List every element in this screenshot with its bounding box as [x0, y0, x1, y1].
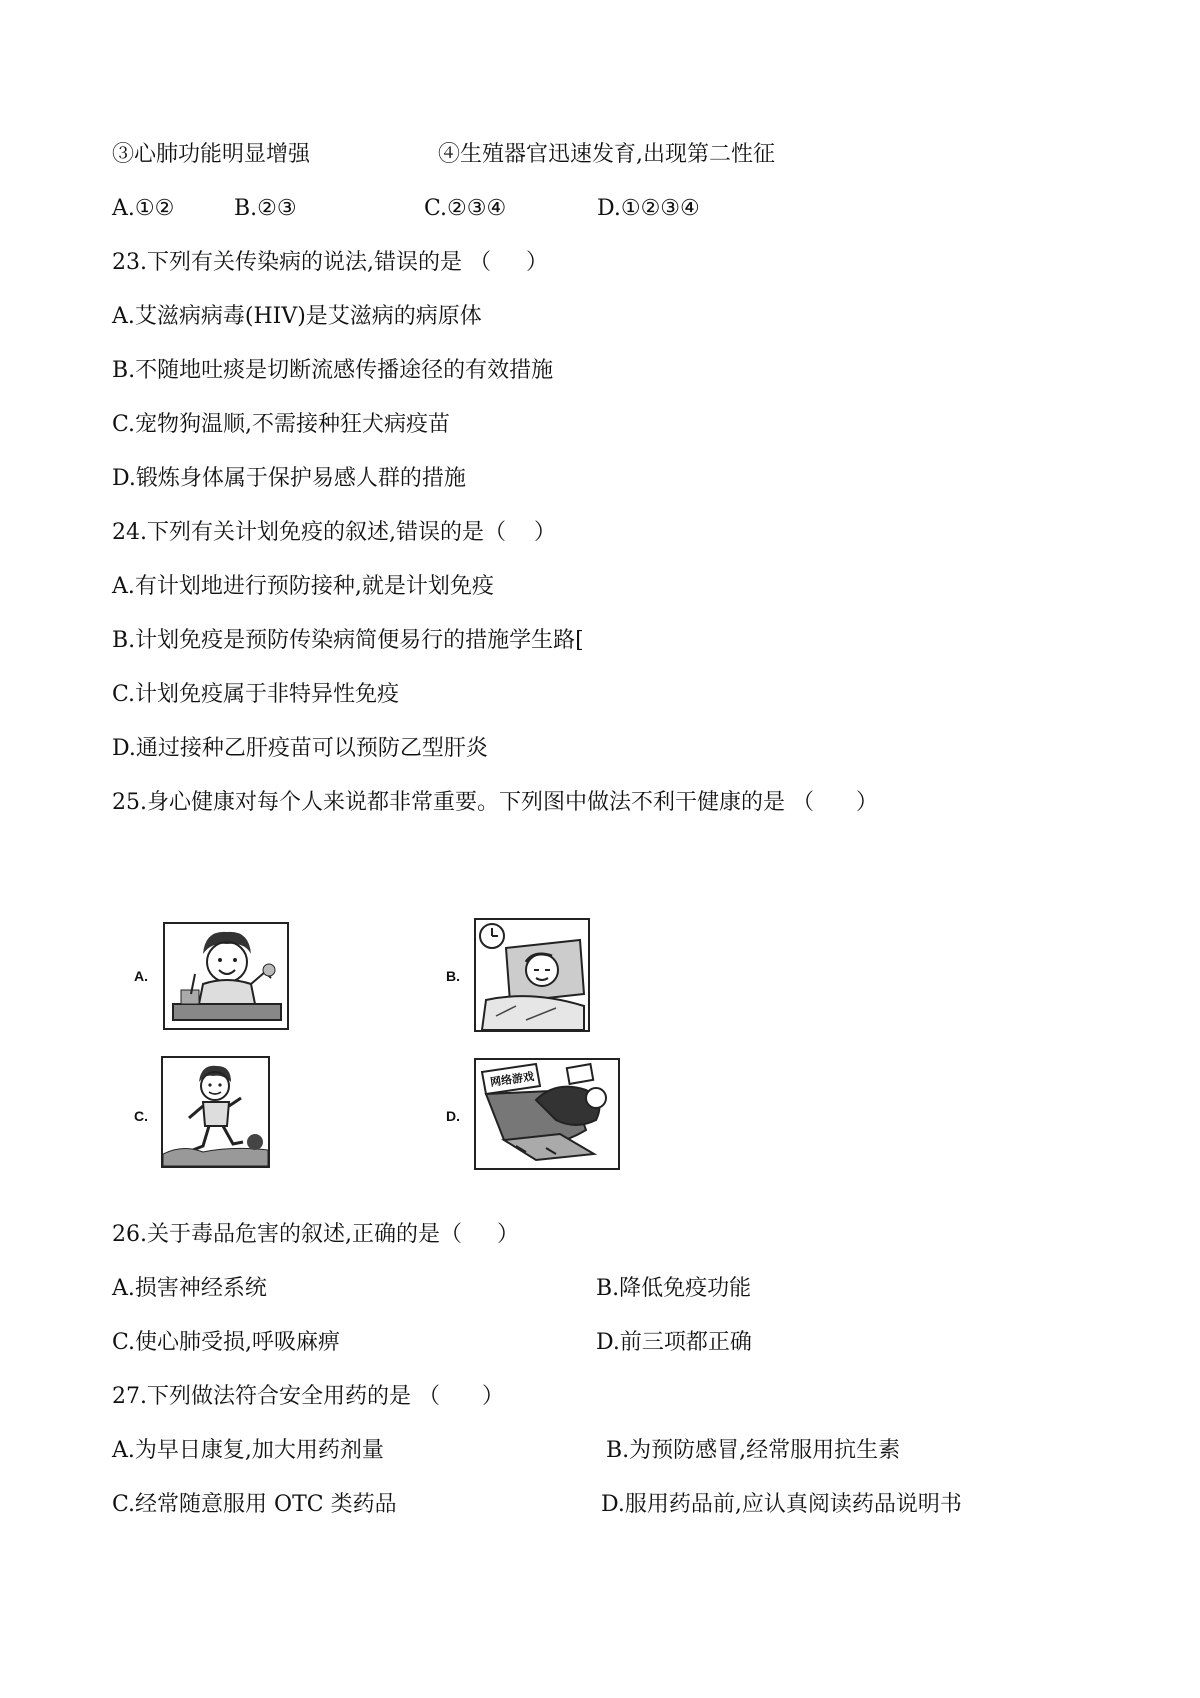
figure-b-label: B.: [446, 968, 460, 984]
q22-option-c: C.②③④: [424, 196, 507, 221]
figure-c-boy-running: [161, 1056, 270, 1168]
q22-option-d: D.①②③④: [597, 196, 700, 221]
figure-a-boy-eating: [163, 922, 289, 1030]
q24-option-b: B.计划免疫是预防传染病简便易行的措施学生路[: [112, 628, 584, 653]
q26-stem: 26.关于毒品危害的叙述,正确的是（ ）: [112, 1222, 519, 1247]
q24-option-a: A.有计划地进行预防接种,就是计划免疫: [112, 574, 494, 599]
online-game-sign: 网络游戏: [489, 1070, 535, 1089]
boy-running-illustration: [163, 1058, 268, 1166]
q23-option-a: A.艾滋病病毒(HIV)是艾滋病的病原体: [112, 304, 482, 329]
q22-option-b: B.②③: [234, 196, 297, 221]
figure-b-boy-sleeping: [474, 918, 590, 1032]
boy-sleeping-illustration: [476, 920, 588, 1030]
q27-stem: 27.下列做法符合安全用药的是 （ ）: [112, 1384, 504, 1409]
figure-a-label: A.: [134, 968, 148, 984]
q23-option-b: B.不随地吐痰是切断流感传播途径的有效措施: [112, 358, 554, 383]
q27-option-d: D.服用药品前,应认真阅读药品说明书: [601, 1492, 962, 1517]
q23-option-c: C.宠物狗温顺,不需接种狂犬病疫苗: [112, 412, 451, 437]
q24-stem: 24.下列有关计划免疫的叙述,错误的是（ ）: [112, 520, 556, 545]
q27-option-c: C.经常随意服用 OTC 类药品: [112, 1492, 397, 1517]
boy-eating-illustration: [165, 924, 287, 1028]
q24-option-c: C.计划免疫属于非特异性免疫: [112, 682, 400, 707]
q22-item-3: ③心肺功能明显增强: [112, 142, 311, 167]
q22-option-a: A.①②: [112, 196, 175, 221]
q24-option-d: D.通过接种乙肝疫苗可以预防乙型肝炎: [112, 736, 488, 761]
q26-option-d: D.前三项都正确: [596, 1330, 752, 1355]
q23-stem: 23.下列有关传染病的说法,错误的是 （ ）: [112, 250, 548, 275]
q26-option-a: A.损害神经系统: [112, 1276, 267, 1301]
figure-d-online-game: [474, 1058, 620, 1170]
q27-option-b: B.为预防感冒,经常服用抗生素: [606, 1438, 901, 1463]
q25-stem: 25.身心健康对每个人来说都非常重要。下列图中做法不利干健康的是 （ ）: [112, 790, 878, 815]
q26-option-c: C.使心肺受损,呼吸麻痹: [112, 1330, 341, 1355]
q27-option-a: A.为早日康复,加大用药剂量: [112, 1438, 384, 1463]
q22-item-4: ④生殖器官迅速发育,出现第二性征: [438, 142, 775, 167]
figure-d-label: D.: [446, 1108, 460, 1124]
figure-c-label: C.: [134, 1108, 148, 1124]
q26-option-b: B.降低免疫功能: [596, 1276, 752, 1301]
q23-option-d: D.锻炼身体属于保护易感人群的措施: [112, 466, 466, 491]
